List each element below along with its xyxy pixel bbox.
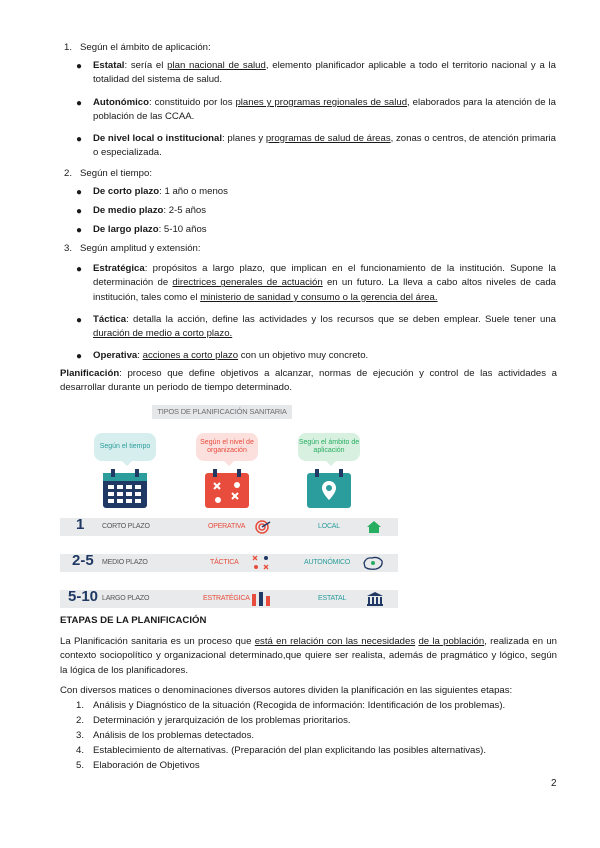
underlined-text: acciones a corto plazo [142, 350, 239, 361]
term: Operativa [93, 350, 138, 361]
list-text: Determinación y jerarquización de los problemas prioritarios. [93, 715, 351, 726]
etapas-list-item [76, 744, 486, 758]
category-label-ambito: Según el ámbito de aplicación [298, 433, 360, 461]
item-tactica [93, 313, 556, 342]
bullet-icon: ● [76, 315, 83, 326]
row-nivel: ESTRATÉGICA [203, 595, 250, 602]
infographic-title: TIPOS DE PLANIFICACIÓN SANITARIA [152, 405, 292, 419]
term: De nivel local o institucional [93, 133, 223, 144]
item-corto-plazo [93, 185, 556, 199]
section-heading-ambito [64, 41, 211, 55]
text: en un futuro. La lleva a cabo altos niveles de cada institución, tales como el [93, 277, 556, 303]
row-ambito: LOCAL [318, 523, 340, 530]
row-plazo: CORTO PLAZO [102, 523, 150, 530]
map-pin-icon [306, 469, 352, 509]
underlined-text: plan nacional de salud [167, 60, 266, 71]
infographic-row-medio [60, 554, 398, 572]
bullet-icon: ● [76, 61, 83, 72]
etapas-list-item [76, 759, 200, 773]
text: : propósitos a largo plazo, que implican en el funcionamiento de la institución. Supone la determinación de [93, 263, 556, 289]
government-building-icon [366, 591, 384, 607]
heading-text: Según amplitud y extensión: [80, 243, 201, 254]
row-nivel: TÁCTICA [210, 559, 239, 566]
underlined-text: planes y programas regionales de salud [235, 97, 408, 108]
text: : detalla la acción, define las actividades y los recursos que se deben emplear. Suele tener una [126, 314, 556, 325]
region-map-icon [362, 555, 384, 571]
text: : planes y [222, 133, 266, 144]
text: , realizada en un contexto sociopolítico y organizacional determinado,que quiere ser realista, además de pragmático y lógico, según la lógica de los planificadores. [60, 636, 558, 676]
heading-number: 2. [64, 168, 73, 179]
list-text: Establecimiento de alternativas. (Preparación del plan explicitando las posibles alternativas). [93, 745, 487, 756]
term: Estratégica [93, 263, 145, 274]
target-icon [255, 520, 271, 534]
page-number: 2 [551, 778, 557, 789]
bullet-icon: ● [76, 98, 83, 109]
text: con un objetivo muy concreto. [238, 350, 369, 361]
list-number: 4. [76, 745, 85, 756]
item-autonomico [93, 96, 556, 125]
etapas-list-item [76, 714, 351, 728]
underlined-text: programas de salud de áreas [265, 133, 391, 144]
list-text: Elaboración de Objetivos [93, 760, 200, 771]
bullet-icon: ● [76, 351, 83, 362]
section-heading-amplitud [64, 242, 201, 256]
chess-pieces-icon [250, 591, 272, 607]
list-number: 2. [76, 715, 85, 726]
list-number: 5. [76, 760, 85, 771]
term: De corto plazo [93, 186, 160, 197]
row-ambito: ESTATAL [318, 595, 347, 602]
list-text: Análisis de los problemas detectados. [93, 730, 255, 741]
heading-number: 3. [64, 243, 73, 254]
text: La Planificación sanitaria es un proceso que [60, 636, 255, 647]
term: Autonómico [93, 97, 149, 108]
tactics-icon [252, 555, 270, 571]
list-text: Análisis y Diagnóstico de la situación (Recogida de información: Identificación de los problemas). [93, 700, 506, 711]
text: : sería el [124, 60, 168, 71]
term: Estatal [93, 60, 125, 71]
item-operativa [93, 349, 556, 363]
row-number: 2-5 [72, 552, 94, 569]
bullet-icon: ● [76, 206, 83, 217]
row-ambito: AUTONÓMICO [304, 559, 351, 566]
text: , elaborados para la atención de la población de las CCAA. [93, 97, 556, 123]
item-estrategica [93, 262, 556, 305]
etapas-paragraph-1 [60, 635, 557, 678]
text: : [137, 350, 143, 361]
item-medio-plazo [93, 204, 556, 218]
term: Planificación [60, 368, 120, 379]
text: : proceso que define objetivos a alcanzar, normas de ejecución y control de las actividades a desarrollar durante un periodo de tiempo determinado. [60, 368, 557, 394]
row-number: 5-10 [68, 588, 99, 605]
bullet-icon: ● [76, 134, 83, 145]
section-heading-tiempo [64, 167, 152, 181]
etapas-heading: ETAPAS DE LA PLANIFICACIÓN [60, 615, 207, 626]
etapas-paragraph-2: Con diversos matices o denominaciones diversos autores dividen la planificación en las siguientes etapas: [60, 685, 513, 696]
bullet-icon: ● [76, 187, 83, 198]
underlined-text: está en relación con las necesidades [254, 636, 416, 647]
underlined-text: duración de medio a corto plazo. [93, 328, 233, 340]
calendar-icon [102, 469, 148, 509]
row-nivel: OPERATIVA [208, 523, 246, 530]
term: De largo plazo [93, 224, 159, 235]
infographic-tipos-planificacion [60, 405, 398, 610]
text: : constituido por los [148, 97, 236, 108]
term: Táctica [93, 314, 127, 325]
list-number: 1. [76, 700, 85, 711]
term: De medio plazo [93, 205, 164, 216]
category-label-tiempo: Según el tiempo [94, 433, 156, 461]
text: : 5-10 años [158, 224, 207, 235]
planificacion-definition [60, 367, 557, 396]
etapas-list-item [76, 729, 254, 743]
text: , elemento planificador aplicable a todo el territorio nacional y a la totalidad del sistema de salud. [93, 60, 556, 86]
infographic-row-corto [60, 518, 398, 536]
list-number: 3. [76, 730, 85, 741]
infographic-row-largo [60, 590, 398, 608]
category-label-nivel: Según el nivel de organización [196, 433, 258, 461]
item-largo-plazo [93, 223, 556, 237]
text: : 1 año o menos [159, 186, 228, 197]
bullet-icon: ● [76, 264, 83, 275]
underlined-text: ministerio de sanidad y consumo o la gerencia del área. [200, 291, 438, 303]
item-estatal [93, 59, 556, 88]
strategy-board-icon [204, 469, 250, 509]
heading-text: Según el tiempo: [80, 168, 152, 179]
bullet-icon: ● [76, 225, 83, 236]
text: : 2-5 años [163, 205, 207, 216]
house-icon [366, 520, 382, 534]
underlined-text: directrices generales de actuación [172, 277, 323, 289]
etapas-list-item [76, 699, 505, 713]
row-plazo: MEDIO PLAZO [102, 559, 148, 566]
row-plazo: LARGO PLAZO [102, 595, 150, 602]
heading-number: 1. [64, 42, 73, 53]
underlined-text: de la población [418, 636, 485, 647]
heading-text: Según el ámbito de aplicación: [80, 42, 211, 53]
item-local [93, 132, 556, 161]
row-number: 1 [76, 516, 85, 533]
text: , zonas o centros, de atención primaria o especializada. [93, 133, 556, 159]
